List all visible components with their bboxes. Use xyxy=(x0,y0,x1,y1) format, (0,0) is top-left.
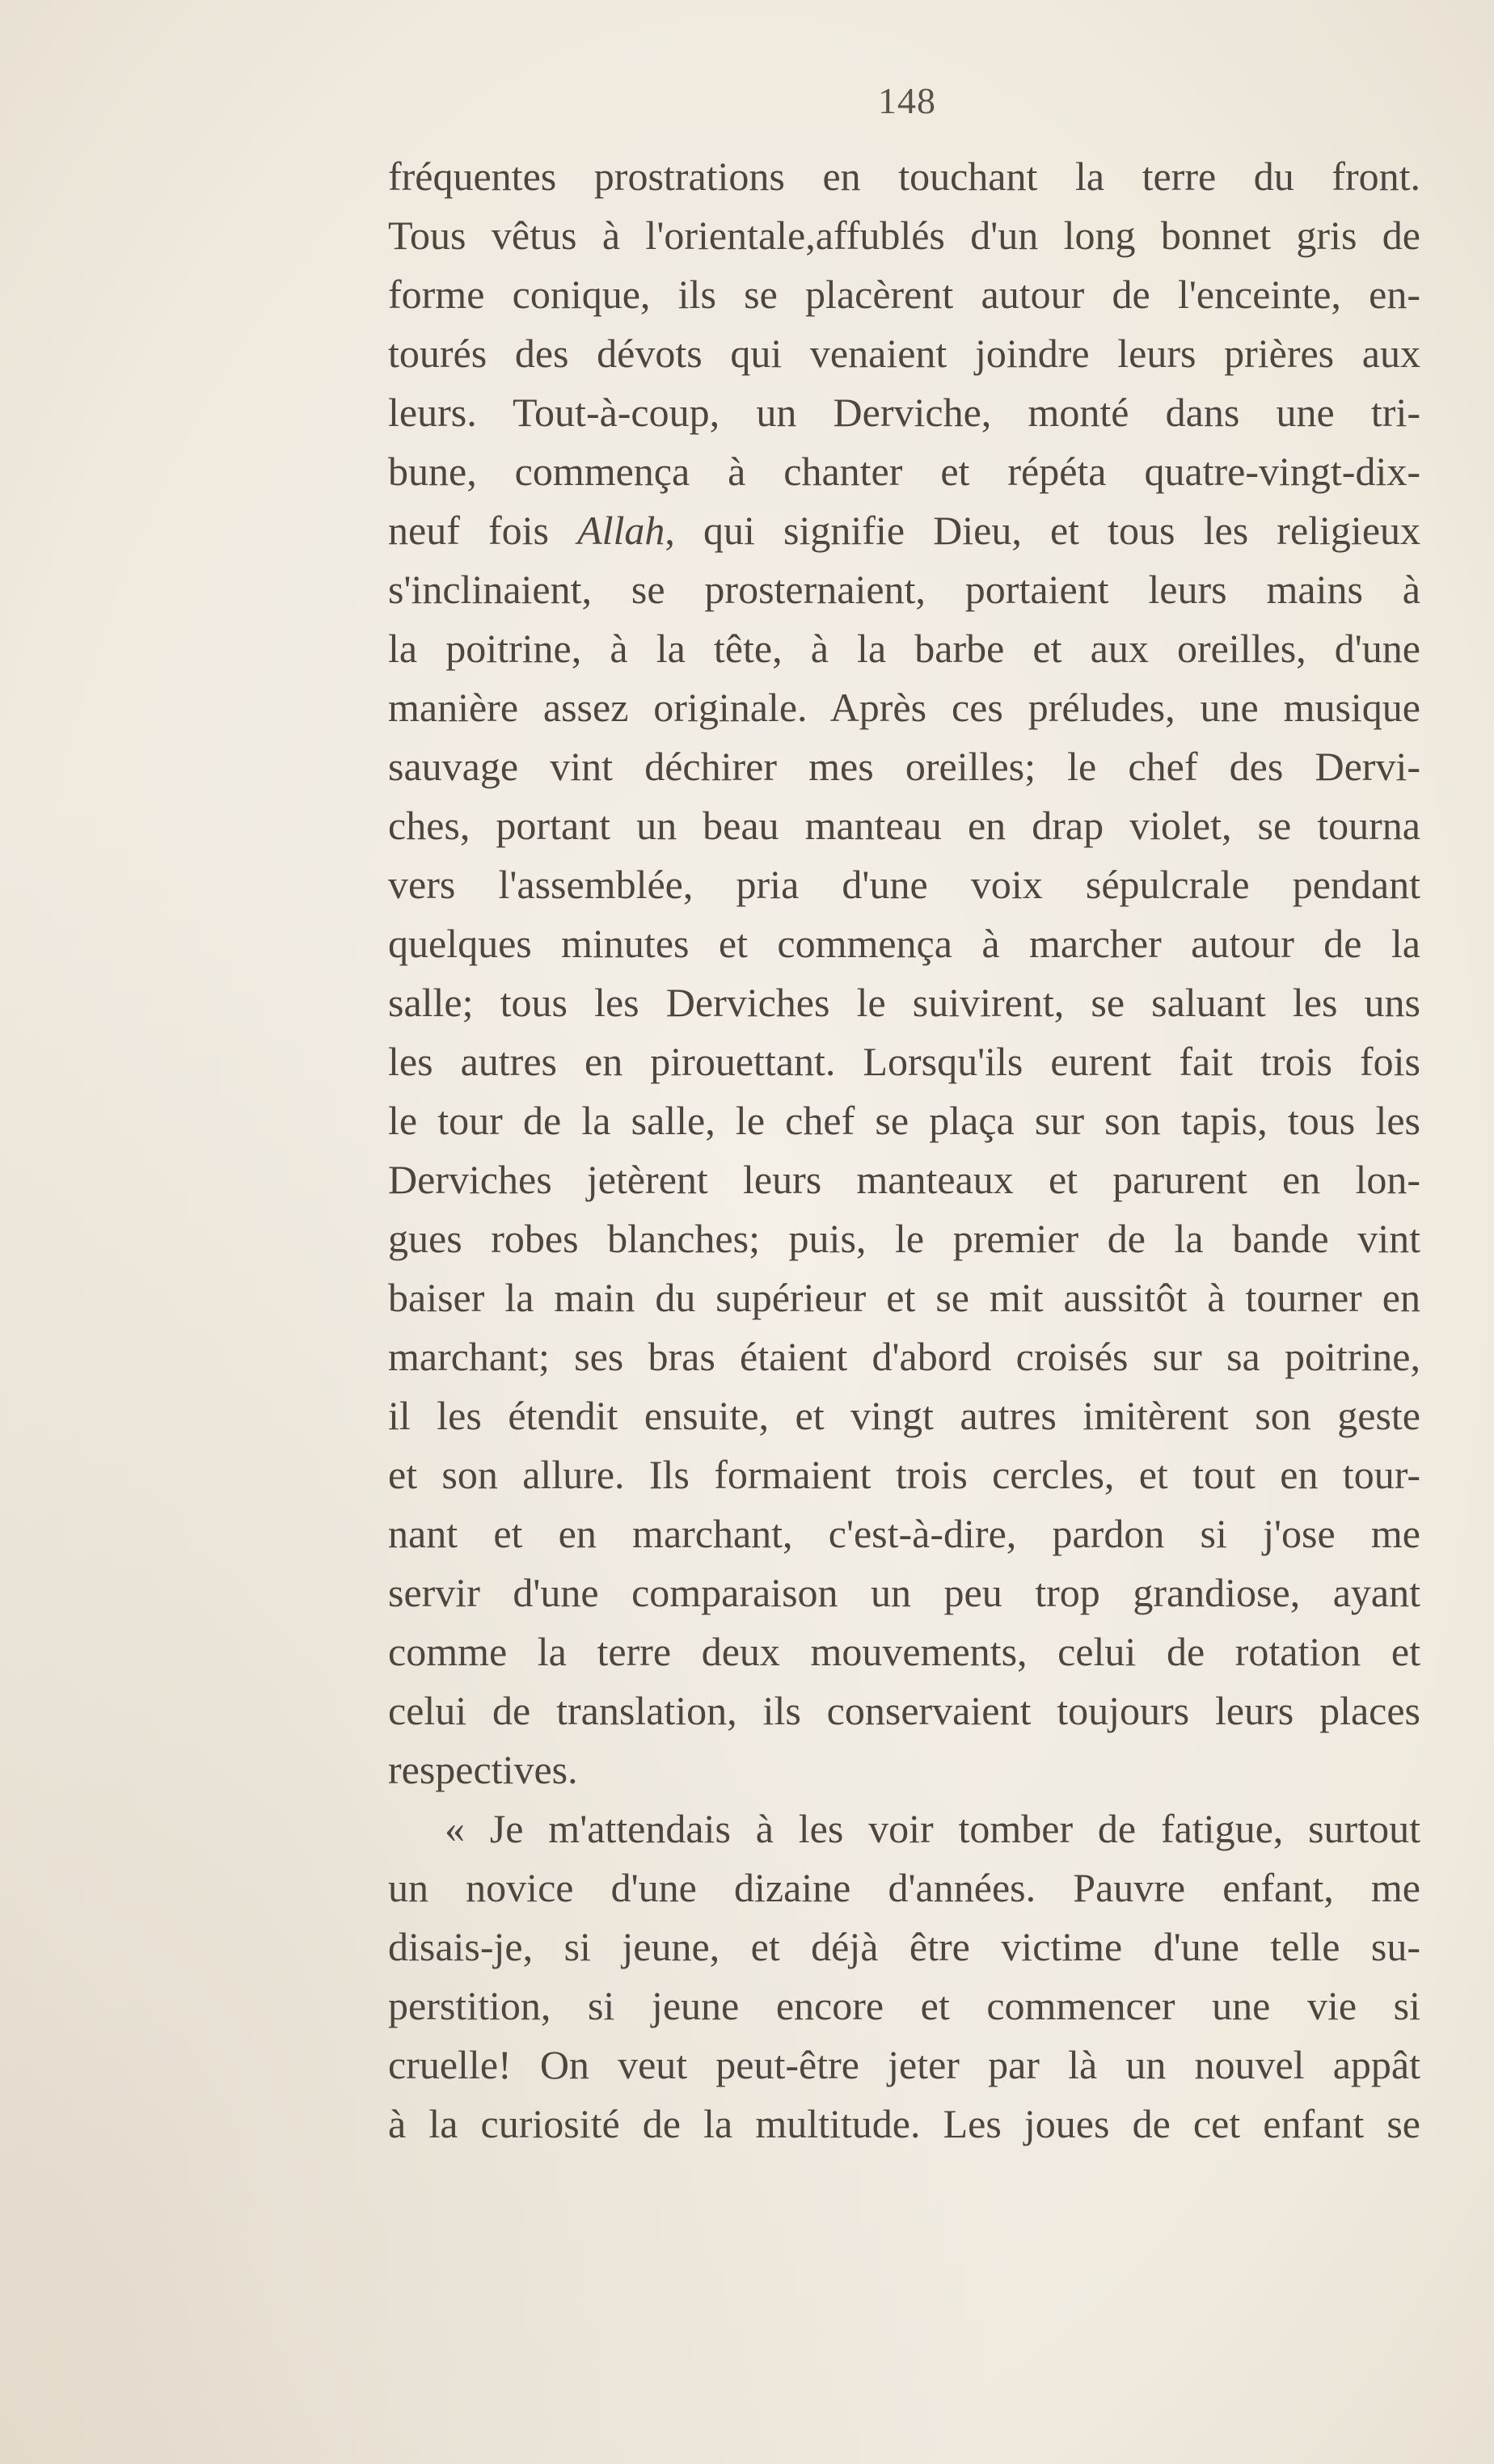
text-line: disais-je, si jeune, et déjà être victime d'une telle su- xyxy=(388,1924,1420,1969)
italic-word-allah: Allah xyxy=(577,508,665,553)
text-line: Tous vêtus à l'orientale,affublés d'un long bonnet gris de xyxy=(388,213,1420,258)
text-line: vers l'assemblée, pria d'une voix sépulcrale pendant xyxy=(388,862,1420,907)
page-number: 148 xyxy=(878,80,936,121)
text-line: cruelle! On veut peut-être jeter par là un nouvel appât xyxy=(388,2042,1420,2087)
line-fragment-before: neuf fois xyxy=(388,508,578,553)
text-line: forme conique, ils se placèrent autour de l'enceinte, en- xyxy=(388,272,1420,317)
text-line: tourés des dévots qui venaient joindre leurs prières aux xyxy=(388,331,1420,376)
text-line: à la curiosité de la multitude. Les joues de cet enfant se xyxy=(388,2101,1420,2146)
text-line-with-italic xyxy=(388,501,1420,560)
paragraph-1 xyxy=(388,147,1420,1799)
line-fragment-after: , qui signifie Dieu, et tous les religieux xyxy=(665,508,1421,553)
paragraph-2 xyxy=(388,1799,1420,2154)
text-line: servir d'une comparaison un peu trop grandiose, ayant xyxy=(388,1570,1420,1615)
text-line: s'inclinaient, se prosternaient, portaient leurs mains à xyxy=(388,567,1420,612)
text-line: sauvage vint déchirer mes oreilles; le chef des Dervi- xyxy=(388,744,1420,789)
text-line: ches, portant un beau manteau en drap violet, se tourna xyxy=(388,803,1420,848)
text-line: perstition, si jeune encore et commencer une vie si xyxy=(388,1983,1420,2028)
text-line: salle; tous les Derviches le suivirent, se saluant les uns xyxy=(388,980,1420,1025)
text-line: manière assez originale. Après ces préludes, une musique xyxy=(388,685,1420,730)
text-line: le tour de la salle, le chef se plaça sur son tapis, tous les xyxy=(388,1098,1420,1143)
text-line: respectives. xyxy=(388,1747,578,1792)
text-line: fréquentes prostrations en touchant la terre du front. xyxy=(388,154,1420,199)
text-line: et son allure. Ils formaient trois cercles, et tout en tour- xyxy=(388,1452,1420,1497)
text-line: quelques minutes et commença à marcher autour de la xyxy=(388,921,1420,966)
text-line: il les étendit ensuite, et vingt autres imitèrent son geste xyxy=(388,1393,1420,1438)
text-line: nant et en marchant, c'est-à-dire, pardon si j'ose me xyxy=(388,1511,1420,1556)
text-line: la poitrine, à la tête, à la barbe et aux oreilles, d'une xyxy=(388,626,1420,671)
body-text xyxy=(388,147,1420,2154)
text-line: un novice d'une dizaine d'années. Pauvre enfant, me xyxy=(388,1865,1420,1910)
text-line: marchant; ses bras étaient d'abord croisés sur sa poitrine, xyxy=(388,1334,1420,1379)
text-line: Derviches jetèrent leurs manteaux et parurent en lon- xyxy=(388,1157,1420,1202)
text-line: gues robes blanches; puis, le premier de la bande vint xyxy=(388,1216,1420,1261)
text-line: baiser la main du supérieur et se mit aussitôt à tourner en xyxy=(388,1275,1420,1320)
text-line: comme la terre deux mouvements, celui de rotation et xyxy=(388,1629,1420,1674)
text-line: bune, commença à chanter et répéta quatre-vingt-dix- xyxy=(388,449,1420,494)
text-line: leurs. Tout-à-coup, un Derviche, monté dans une tri- xyxy=(388,390,1420,435)
text-line: les autres en pirouettant. Lorsqu'ils eurent fait trois fois xyxy=(388,1039,1420,1084)
text-line: celui de translation, ils conservaient toujours leurs places xyxy=(388,1688,1420,1733)
text-line: « Je m'attendais à les voir tomber de fatigue, surtout xyxy=(445,1806,1420,1851)
